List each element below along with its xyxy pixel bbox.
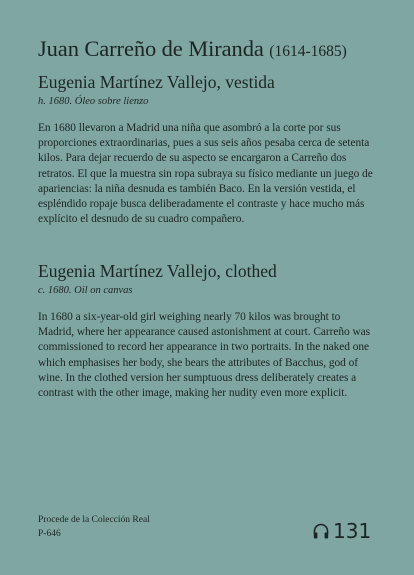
artwork-meta-es: h. 1680. Óleo sobre lienzo [38,96,149,107]
audio-guide-number: 131 [333,519,372,543]
artist-dates: (1614-1685) [269,43,347,60]
description-en: In 1680 a six-year-old girl weighing nearly 70 kilos was brought to Madrid, where her appearance caused astonishment at court. Carreño was commissioned to record her appearance in two portraits. In the naked one which emphasises her body, she bears the attributes of Bacchus, god of wine. In the clothed version her sumptuous dress deliberately creates a contrast with the other image, making her nudity even more explicit. [38,311,371,400]
artwork-meta-en: c. 1680. Oil on canvas [38,285,133,296]
english-section [38,261,378,401]
provenance: Procede de la Colección Real [38,515,150,525]
description-es: En 1680 llevaron a Madrid una niña que asombró a la corte por sus proporciones extraordinarias, pues a sus seis años pesaba cerca de setenta kilos. Para dejar recuerdo de su aspecto se encargaron a Carreño dos retratos. El que la muestra sin ropa subraya su físico mediante un juego de apariencias: la niña desnuda es también Baco. En la versión vestida, el espléndido ropaje busca deliberadamente el contraste y hace mucho más explícito el desnudo de su cuadro compañero. [38,122,373,226]
artwork-title-en: Eugenia Martínez Vallejo, clothed [38,261,277,281]
inventory-number: P-646 [38,528,61,539]
artwork-title-es: Eugenia Martínez Vallejo, vestida [38,72,275,92]
artist-name: Juan Carreño de Miranda [38,36,264,61]
headphones-icon [312,522,330,540]
spanish-section [38,72,378,227]
artist-heading [38,36,347,65]
footer [38,514,150,541]
label-card [38,0,378,575]
audio-guide [312,519,371,543]
